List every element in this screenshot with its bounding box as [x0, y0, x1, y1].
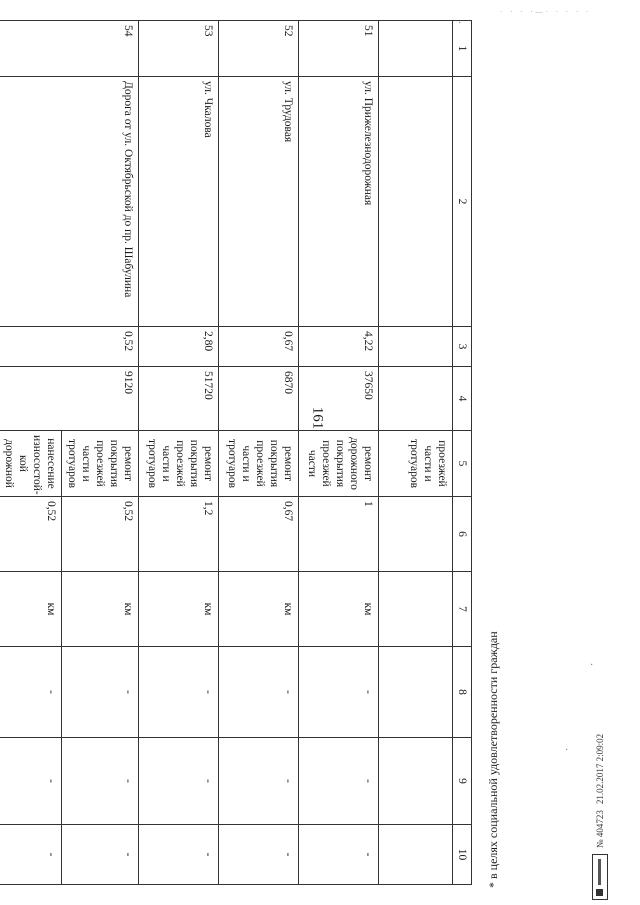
header-cell: 9 — [453, 738, 472, 825]
cell-col8: - — [139, 647, 219, 738]
cell-street: Дорога от ул. Октябрьской до пр. Шабулина — [0, 77, 139, 327]
column-number-row — [453, 21, 472, 885]
header-cell: 6 — [453, 497, 472, 572]
table-row — [139, 21, 219, 885]
cell-col8: - — [219, 647, 299, 738]
stamp-doc-id: № 404723 — [595, 810, 605, 848]
table-row — [219, 21, 299, 885]
scan-speck: · — [458, 18, 462, 29]
scan-speck: · — [565, 745, 569, 756]
header-cell: 8 — [453, 647, 472, 738]
cell-length: 0,67 — [219, 327, 299, 367]
cell-volume: 0,67 — [219, 497, 299, 572]
header-cell: 7 — [453, 572, 472, 647]
cell-street: ул. Прижелезнодорожная — [299, 77, 379, 327]
header-cell: 4 — [453, 367, 472, 431]
cell-col10: - — [0, 825, 61, 885]
cell-number: 52 — [219, 21, 299, 77]
cell-col8: - — [0, 647, 61, 738]
table-row — [61, 21, 138, 885]
cell-col10: - — [219, 825, 299, 885]
document-table-area — [2, 20, 472, 884]
header-cell: 2 — [453, 77, 472, 327]
header-cell: 10 — [453, 825, 472, 885]
header-cell: 1 — [453, 21, 472, 77]
document-stamp — [592, 734, 608, 900]
cell-col10: - — [61, 825, 138, 885]
cell-volume: 1 — [299, 497, 379, 572]
header-cell: 5 — [453, 431, 472, 497]
footnote: * в целях социальной удовлетворенности граждан — [486, 631, 500, 888]
header-cell: 3 — [453, 327, 472, 367]
cell-work: ремонт покрытия проезжей части и тротуаров — [219, 431, 299, 497]
cell-number: 53 — [139, 21, 219, 77]
cell-work: проезжей части и тротуаров — [379, 431, 453, 497]
cell-col9: - — [299, 738, 379, 825]
cell-unit: км — [139, 572, 219, 647]
cell-area: 6870 — [219, 367, 299, 431]
cell-col8: - — [299, 647, 379, 738]
cell-work: ремонт покрытия проезжей части и тротуаров — [139, 431, 219, 497]
cell-unit: км — [299, 572, 379, 647]
cell-length: 0,52 — [0, 327, 139, 367]
scan-speck: · — [590, 660, 594, 671]
cell-col10: - — [139, 825, 219, 885]
cell-work: нанесение износостой-кой дорожной — [0, 431, 61, 497]
cell-unit: км — [219, 572, 299, 647]
cell-volume: 0,52 — [0, 497, 61, 572]
cell-number: 54 — [0, 21, 139, 77]
table-row — [299, 21, 379, 885]
cell-col9: - — [61, 738, 138, 825]
page-number: 161 — [309, 406, 326, 430]
cell-work: ремонт покрытия проезжей части и тротуаров — [61, 431, 138, 497]
cell-street: ул. Чкалова — [139, 77, 219, 327]
cell-street: ул. Трудовая — [219, 77, 299, 327]
cell-length: 4,22 — [299, 327, 379, 367]
cell-col9: - — [0, 738, 61, 825]
cell-volume: 0,52 — [61, 497, 138, 572]
cell-volume: 1,2 — [139, 497, 219, 572]
cell-length: 2,80 — [139, 327, 219, 367]
scan-marks: · · · ·—· · · · · — [500, 8, 592, 16]
cell-area: 37650 — [299, 367, 379, 431]
registry-logo-icon — [592, 854, 608, 900]
cell-area: 51720 — [139, 367, 219, 431]
cell-col8: - — [61, 647, 138, 738]
cell-col9: - — [139, 738, 219, 825]
cell-work: ремонт дорожного покрытия проезжей части — [299, 431, 379, 497]
cell-area: 9120 — [0, 367, 139, 431]
cell-unit: км — [61, 572, 138, 647]
stamp-datetime: 21.02.2017 2:09:02 — [595, 733, 605, 805]
cell-col9: - — [219, 738, 299, 825]
continuation-row — [379, 21, 453, 885]
cell-col10: - — [299, 825, 379, 885]
cell-unit: км — [0, 572, 61, 647]
cell-number: 51 — [299, 21, 379, 77]
roads-repair-table — [0, 20, 472, 885]
